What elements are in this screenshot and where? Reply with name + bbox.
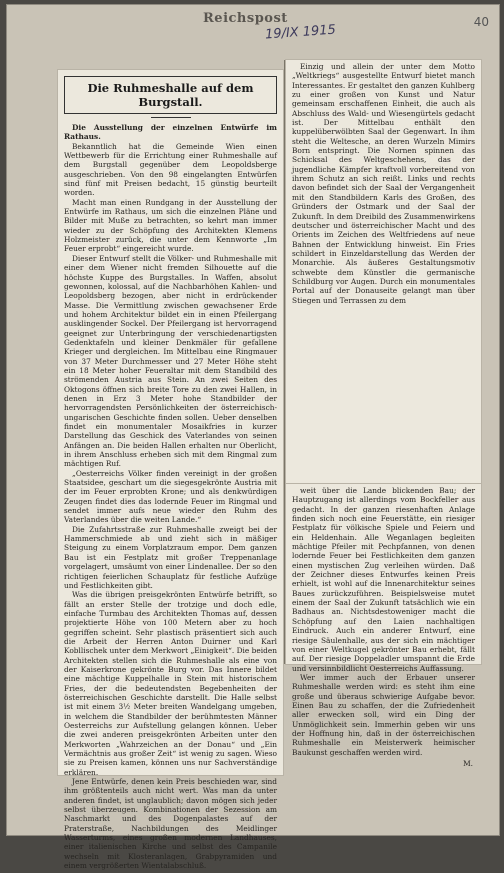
paragraph: Dieser Entwurf stellt die Völker- und Ruhmeshalle mit einer dem Wiener nicht fremden Silhouette auf die höchste Kuppe des Burgstalles. In Waffen, absolut gewonnen, kolossal, auf die Nachbarhöhen Kahlen- und Leopoldsberg bezogen, aber nicht in erdrückender Masse. Die Vermittlung zwischen gewachsener Erde und hohem Architektur bildet ein in einen Pfeilergang ausklingender Sockel. Der Pfeilergang ist hervorragend geeignet zur Unterbringung der verschiedenartigsten Gedenktafeln und kleiner Denkmäler für gefallene Krieger und dergleichen. Im Mittelbau eine Ringmauer von 37 Meter Durchmesser und 27 Meter Höhe steht ein 18 Meter hoher Feueraltar mit dem Standbild des strömenden Austria aus Stein. An zwei Seiten des Oktogons öffnen sich breite Tore zu den zwei Hallen, in denen in Erz 3 Meter hohe Standbilder der hervorragendsten Persönlichkeiten der österreichisch-ungarischen Geschichte finden sollen. Ueber denselben findet ein monumentaler Mosaikfries in kurzer Darstellung das Geschick des Vaterlandes von seinen Anfängen an. Die beiden Hallen erhalten nur Oberlicht, in ihrem Anschluss erheben sich mit dem Ringmal zum mächtigen Ruf. [64, 253, 277, 469]
paragraph: Wer immer auch der Erbauer unserer Ruhmeshalle werden wird: es steht ihm eine große und überaus schwierige Aufgabe bevor. Einen Bau zu schaffen, der die Zufriedenheit aller erwecken soll, wird ein Ding der Unmöglichkeit sein. Immerhin geben wir uns der Hoffnung hin, daß in der österreichischen Ruhmeshalle ein Meisterwerk heimischer Baukunst geschaffen werden wird. [292, 672, 475, 757]
right-column-text [286, 60, 481, 307]
paragraph: „Oesterreichs Völker finden vereinigt in der großen Staatsidee, geschart um die siegesgekrönte Austria mit der im Feuer erprobten Krone; und als denkwürdigen Zeugen findet dies das lodernde Feuer im Ringmal und sendet immer aufs neue wieder den Ruhm des Vaterlandes über die weiten Lande.“ [64, 468, 277, 525]
paragraph: Einzig und allein der unter dem Motto „Weltkriegs“ ausgestellte Entwurf bietet manch Interessantes. Er gestaltet den ganzen Kuhlberg zu einer großen von Kunst und Natur gemeinsam erschaffenen Einheit, die auch als Abschluss des Wald- und Wiesengürtels gedacht ist. Der Mittelbau enthält den kuppelüberwölbten Saal der Gegenwart. In ihm steht die Weltesche, an deren Wurzeln Mimirs Born entspringt. Die Nornen spinnen das Schicksal des Weltgeschehens, das der jugendliche Kämpfer kraftvoll vorbereitend von ihrem Schutz an sich reißt. Links und rechts davon befindet sich der Saal der Vergangenheit mit den Standbildern Karls des Großen, des Gründers der Ostmark und der Saal der Zukunft. In dem Dreibild des Zusammenwirkens deutscher und österreichischer Macht und des Orients im Zeichen des Weltfriedens auf neue Bahnen der Entwicklung hinweist. Ein Fries schildert in Einzeldarstellung das Werden der Monarchie. Als äußeres Gestaltungsmotiv schwebte dem Künstler die germanische Schildburg vor Augen. Durch ein monumentales Portal auf der Donauseite gelangt man über Stiegen und Terrassen zu dem [292, 62, 475, 305]
author-signature: M. [463, 758, 473, 768]
clipping-right-column-bottom [286, 484, 481, 768]
article-title-line1: Die Ruhmeshalle auf dem [87, 81, 254, 95]
paragraph: Die Zufahrtsstraße zur Ruhmeshalle zweigt bei der Hammerschmiede ab und zieht sich in mäßiger Steigung zu einem Vorplatzraum empor. Dem ganzen Bau ist ein Festplatz mit großer Treppenanlage vorgelagert, umsäumt von einer Lindenallee. Der so den richtigen feierlichen Schauplatz für festliche Aufzüge und Festlichkeiten gibt. [64, 524, 277, 590]
paragraph: Bekanntlich hat die Gemeinde Wien einen Wettbewerb für die Errichtung einer Ruhmeshalle auf dem Burgstall gegenüber dem Leopoldsberge ausgeschrieben. Von den 98 eingelangten Entwürfen sind fünf mit Preisen bedacht, 15 günstig beurteilt worden. [64, 141, 277, 198]
paragraph: Was die übrigen preisgekrönten Entwürfe betrifft, so fällt an erster Stelle der trotzige und doch edle, einfache Turmbau des Architekten Thomas auf, dessen projektierte Höhe von 100 Metern aber zu hoch gegriffen scheint. Sehr plastisch präsentiert sich auch die Arbeit der Herren Anton Duirner und Karl Kobllischek unter dem Merkwort „Einigkeit“. Die beiden Architekten stellen sich die Ruhmeshalle als eine von der Kaiserkrone gekrönte Burg vor. Das Innere bildet eine mächtige Kuppelhalle in Stein mit historischem Fries, der die bedeutendsten Begebenheiten der österreichischen Geschichte darstellt. Die Halle selbst ist mit einem 3½ Meter breiten Wandelgang umgeben, in welchem die Standbilder der berühmtesten Männer Oesterreichs zur Aufstellung gelangen können. Ueber die zwei anderen preisgekrönten Arbeiten unter den Merkworten „Wahrzeichen an der Donau“ und „Ein Vermächtnis aus großer Zeit“ ist wenig zu sagen. Wieso sie zu Preisen kamen, können uns nur Sachverständige erklären. [64, 590, 277, 777]
newspaper-masthead: Reichspost [203, 11, 288, 26]
title-rule [151, 117, 191, 118]
article-title-line2: Burgstall. [138, 95, 203, 109]
paragraph: Macht man einen Rundgang in der Ausstellung der Entwürfe im Rathaus, um sich die einzelnen Pläne und Bilder mit Muße zu betrachten, so kehrt man immer wieder zu der Schöpfung des Architekten Klemens Holzmeister zurück, die unter dem Kennworte „Im Feuer erprobt“ eingereicht wurde. [64, 197, 277, 254]
clipping-right-column-top [286, 60, 481, 485]
clipping-left-column [58, 70, 283, 871]
right-column-text-continued [286, 484, 481, 759]
page-number: 40 [473, 15, 489, 29]
paragraph: weit über die Lande blickenden Bau; der Hauptzugang ist allerdings vom Bockfeller aus gedacht. In der ganzen riesenhaften Anlage finden sich noch eine Feuerstätte, ein riesiger Festplatz für völkische Spiele und Feiern und ein Heldenhain. Alle Weganlagen begleiten mächtige Pfeiler mit Pechpfannen, von denen lodernde Feuer bei Festlichkeiten dem ganzen einen mystischen Zug verleihen würden. Daß der Zeichner dieses Entwurfes keinen Preis erhielt, ist wohl auf die Innenarchitektur seines Baues zurückzuführen. Beispielsweise mutet einem der Saal der Zukunft tatsächlich wie ein Badhaus an. Nichtsdestoweniger macht die Schöpfung auf den Laien nachhaltigen Eindruck. Auch ein anderer Entwurf, eine riesige Säulenhalle, aus der sich ein mächtiger von einer Weltkugel gekrönter Bau erhebt, fällt auf. Der riesige Doppeladler umspannt die Erde und versinnbildlicht Oesterreichs Auffassung. [292, 486, 475, 673]
handwritten-date: 19/IX 1915 [264, 22, 337, 43]
paragraph: Jene Entwürfe, denen kein Preis beschieden war, sind ihm größtenteils auch nicht wert. Was man da unter anderen findet, ist unglaublich; davon mögen sich jeder selbst überzeugen. Kombinationen der Sezession am Naschmarkt und des Dogenpalastes auf der Praterstraße, Nachbildungen des Meidlinger Wasserturms, eines großen modernen Landhauses, einer italienischen Kirche und selbst des Campanile wechseln mit Klosteranlagen, Grabpyramiden und einem vergrößerten Wientalabschluß. [64, 777, 277, 871]
article-subtitle: Die Ausstellung der einzelnen Entwürfe im Rathaus. [64, 123, 277, 142]
left-column-text [58, 121, 283, 873]
column-divider [284, 60, 285, 664]
article-title-box [64, 76, 277, 114]
